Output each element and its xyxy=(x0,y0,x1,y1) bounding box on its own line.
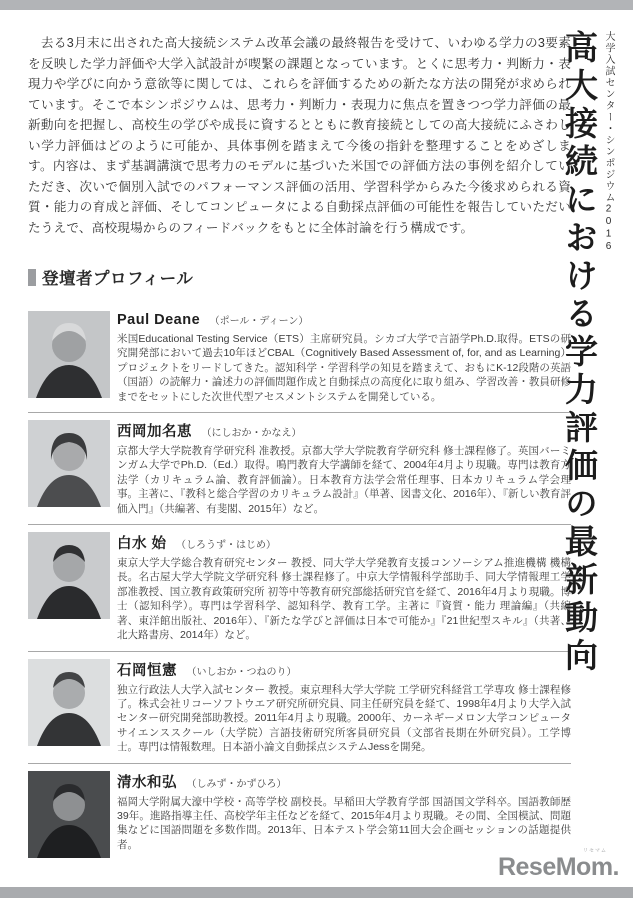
speaker-name: 清水和弘 xyxy=(117,774,177,791)
section-heading xyxy=(28,265,571,289)
speaker-bio: 東京大学大学総合教育研究センター 教授、同大学大学発教育支援コンソーシアム推進機構 機構長。名古屋大学大学院文学研究科 修士課程修了。中京大学情報科学部助手、同大学情報理工学部准教授、国立教育政策研究所 初等中等教育研究部総括研究官を経て、2016年4月より現職。博士（認知科学）。専門は学習科学、認知科学、教育工学。主著に『資質・能力 理論編』（共編著、東洋館出版社、2016年）、『新たな学びと評価は日本で可能か』『21世紀型スキル』（共著、北大路書房、2014年）など。 xyxy=(117,557,571,642)
speaker-name: 石岡恒憲 xyxy=(117,662,177,679)
speaker-bio: 独立行政法人大学入試センター 教授。東京理科大学大学院 工学研究科経営工学専攻 修士課程修了。株式会社リコーソフトウエア研究所研究員、同主任研究員を経て、1998年4月より大学入試センター研究開発部助教授。2011年4月より現職。2000年、カーネギーメロン大学コンピュータサイエンススクール（大学院）言語技術研究所客員研究員（文部省長期在外研究員）。工学博士。専門は情報数理。日本語小論文自動採点システムJessを開発。 xyxy=(117,683,571,754)
speaker-name: Paul Deane xyxy=(117,312,201,328)
portrait-silhouette-icon xyxy=(28,771,110,858)
top-gray-bar xyxy=(0,0,633,10)
profile-row-nishioka xyxy=(28,412,571,524)
speaker-info xyxy=(117,659,571,755)
speaker-photo xyxy=(28,532,110,619)
resemom-logo-ruby: リセマム xyxy=(583,848,607,854)
speaker-name-line xyxy=(117,771,571,792)
speaker-photo xyxy=(28,420,110,507)
resemom-logo xyxy=(497,848,619,882)
portrait-silhouette-icon xyxy=(28,420,110,507)
speaker-info xyxy=(117,532,571,642)
speaker-bio: 京都大学大学院教育学研究科 准教授。京都大学大学院教育学研究科 修士課程修了。英国バーミンガム大学でPh.D.（Ed.）取得。鳴門教育大学講師を経て、2004年4月より現職。専門は教育方法学（カリキュラム論、教育評価論）。日本教育方法学会常任理事、日本カリキュラム学会理事。主著に、『教科と総合学習のカリキュラム設計』（単著、図書文化、2016年）、『新しい教育評価入門』（共編著、有斐閣、2015年）など。 xyxy=(117,445,571,515)
profile-row-ishioka xyxy=(28,651,571,763)
speaker-info xyxy=(117,420,571,516)
speaker-info xyxy=(117,311,571,404)
speaker-profiles-list xyxy=(28,304,571,866)
vertical-page-title: 高大接続における学力評価の最新動向 xyxy=(561,30,598,676)
speaker-name-line xyxy=(117,311,571,329)
speaker-name-reading: （しみず・かずひろ） xyxy=(186,778,287,790)
speaker-name: 白水 始 xyxy=(117,536,167,553)
main-content-column xyxy=(28,33,571,866)
speaker-info xyxy=(117,771,571,858)
speaker-name-reading: （ポール・ディーン） xyxy=(209,316,309,327)
speaker-name: 西岡加名恵 xyxy=(117,424,192,441)
speaker-bio: 福岡大学附属大濠中学校・高等学校 副校長。早稲田大学教育学部 国語国文学科卒。国語教師歴39年。進路指導主任、高校学年主任などを経て、2015年4月より現職。その間、全国模試、問題集などに国語問題を多数作問。2013年、日本テスト学会第11回大会企画セッションの話題提供者。 xyxy=(117,795,571,851)
speaker-bio: 米国Educational Testing Service（ETS）主席研究員。シカゴ大学で言語学Ph.D.取得。ETSの研究開発部において過去10年ほどCBAL（Cognitively Based Assessment of, for, and as Learning）プロジェクトをリードしてきた。認知科学・学習科学の知見を踏まえて、おもにK-12段階の英語（国語）の読解力・論述力の評価問題作成と自動採点の高度化に取り組み、学習改善・教員研修までをセットにした次世代型アセスメントシステムを開発している。 xyxy=(117,333,571,403)
section-heading-label: 登壇者プロフィール xyxy=(42,270,194,288)
profile-row-shimizu xyxy=(28,763,571,866)
speaker-name-reading: （いしおか・つねのり） xyxy=(186,666,297,678)
portrait-silhouette-icon xyxy=(28,311,110,398)
speaker-photo xyxy=(28,311,110,398)
speaker-name-line xyxy=(117,420,571,441)
speaker-name-reading: （しろうず・はじめ） xyxy=(175,540,276,552)
intro-paragraph: 去る3月末に出された高大接続システム改革会議の最終報告を受けて、いわゆる学力の3要素を反映した学力評価や大学入試設計が喫緊の課題となっています。とくに思考力・判断力・表現力や学びに向かう意欲等に関しては、これらを評価するための新たな方法の開発が求められています。そこで本シンポジウムは、思考力・判断力・表現力に焦点を置きつつ学力評価の最新動向を把握し、高校生の学びや成長に資するとともに教育接続としての高大接続にふさわしい学力評価はどのように可能か、具体事例を踏まえて今後の指針を整理することをめざします。内容は、まず基調講演で思考力のモデルに基づいた米国での評価方法の事例を紹介していただき、次いで個別入試でのパフォーマンス評価の活用、学習科学からみた今後求められる資質・能力の育成と評価、そしてコンピュータによる自動採点評価の可能性を報告していただいたうえで、高校現場からのフィードバックをもとに全体討論を行う構成です。 xyxy=(28,36,571,235)
profile-row-shirouzu xyxy=(28,524,571,650)
resemom-logo-wrap xyxy=(497,848,619,882)
section-marker-square xyxy=(28,269,36,286)
portrait-silhouette-icon xyxy=(28,659,110,746)
speaker-name-line xyxy=(117,532,571,553)
bottom-gray-bar xyxy=(0,887,633,898)
speaker-photo xyxy=(28,659,110,746)
speaker-photo xyxy=(28,771,110,858)
profile-row-paul-deane xyxy=(28,304,571,412)
speaker-name-reading: （にしおか・かなえ） xyxy=(201,428,302,440)
vertical-subtitle: 大学入試センター・シンポジウム2016 xyxy=(603,31,614,254)
resemom-logo-text: ReseMom. xyxy=(497,853,619,881)
speaker-name-line xyxy=(117,659,571,680)
portrait-silhouette-icon xyxy=(28,532,110,619)
